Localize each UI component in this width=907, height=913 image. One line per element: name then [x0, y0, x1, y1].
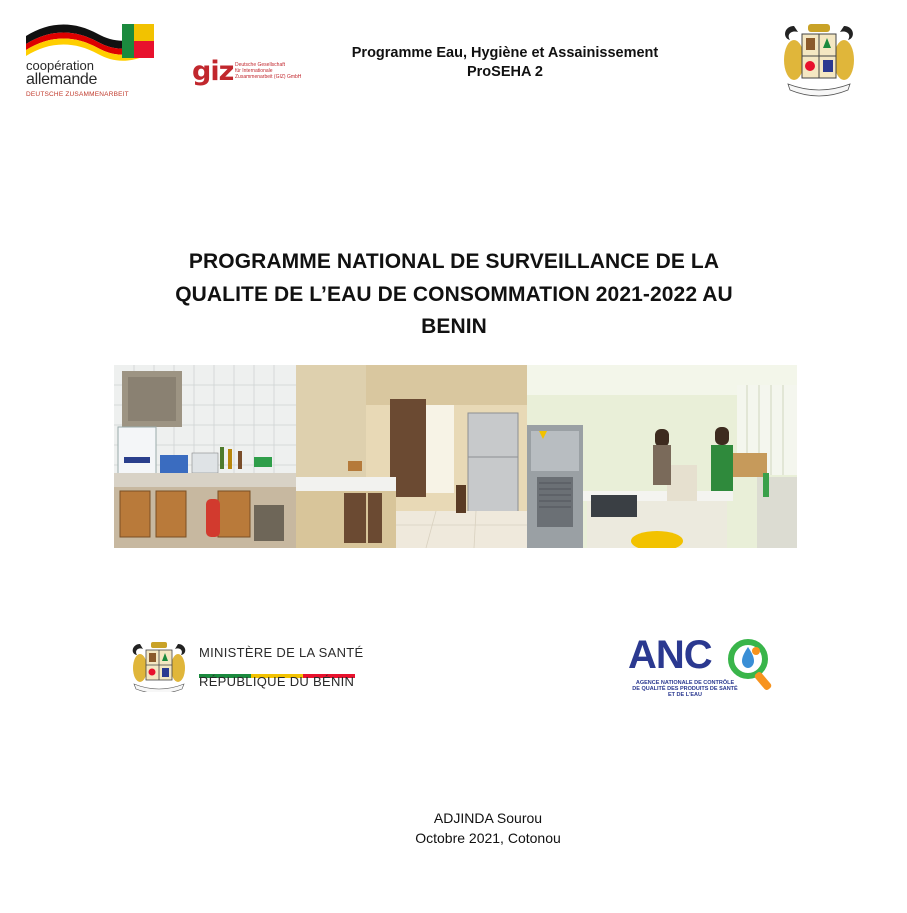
ministry-coat-of-arms-icon: [130, 640, 188, 692]
giz-small-line: für Internationale: [235, 68, 273, 74]
ancq-logo: [628, 633, 778, 703]
title-line: QUALITE DE L’EAU DE CONSOMMATION 2021-2022 AU: [175, 282, 733, 306]
german-benin-flag-wave-icon: [18, 18, 158, 63]
cooperation-allemande-logo: [18, 18, 158, 98]
benin-coat-of-arms: [780, 20, 858, 98]
ancq-word: ANC: [628, 633, 712, 677]
ancq-line3: ET DE L'EAU: [667, 692, 702, 698]
title-line: PROGRAMME NATIONAL DE SURVEILLANCE DE LA: [188, 250, 720, 273]
coat-of-arms-icon: [780, 20, 858, 98]
document-footer: [350, 808, 626, 848]
cooperation-line1: coopération: [26, 58, 94, 73]
giz-small-line: Zusammenarbeit (GIZ) GmbH: [235, 74, 302, 80]
benin-flag-bar: [199, 665, 355, 669]
cooperation-line3: DEUTSCHE ZUSAMMENARBEIT: [26, 91, 129, 98]
lab-photo-2-image: [296, 365, 527, 548]
giz-word: giz: [192, 56, 234, 87]
giz-logo: [192, 58, 312, 92]
photo-lab-room-3: [527, 365, 797, 548]
ministry-country: RÉPUBLIQUE DU BÉNIN: [199, 674, 355, 689]
ministry-coat-of-arms: [130, 640, 188, 692]
title-line: BENIN: [421, 315, 487, 338]
photo-lab-room-2: [296, 365, 527, 548]
author-name: ADJINDA Sourou: [433, 810, 543, 826]
giz-small-line: Deutsche Gesellschaft: [235, 62, 286, 68]
cooperation-line2: allemande: [26, 71, 98, 88]
ministry-name: MINISTÈRE DE LA SANTÉ: [199, 645, 364, 660]
program-name: Programme Eau, Hygiène et Assainissement: [351, 45, 659, 61]
program-code: ProSEHA 2: [466, 64, 543, 80]
document-title: [110, 246, 798, 344]
lab-photo-3-image: [527, 365, 797, 548]
ancq-line2: DE QUALITÉ DES PRODUITS DE SANTÉ: [632, 686, 738, 692]
lab-photo-1-image: [114, 365, 296, 548]
ancq-line1: AGENCE NATIONALE DE CONTRÔLE: [635, 680, 735, 686]
program-header: [300, 44, 710, 82]
photo-lab-room-1: [114, 365, 296, 548]
date-place: Octobre 2021, Cotonou: [415, 830, 561, 846]
